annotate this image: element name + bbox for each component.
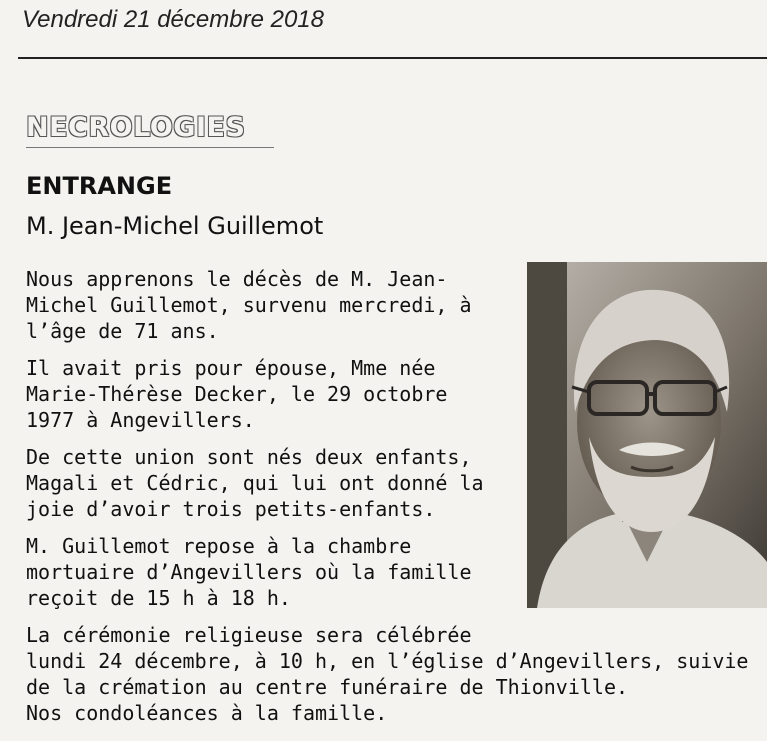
body-line: Nous apprenons le décès de M. Jean- [26, 267, 448, 291]
body-line: La cérémonie religieuse sera célébrée [26, 623, 472, 647]
body-line: reçoit de 15 h à 18 h. [26, 586, 291, 610]
body-line: Michel Guillemot, survenu mercredi, à [26, 293, 472, 317]
header-rule [18, 57, 767, 59]
body-line: Marie-Thérèse Decker, le 29 octobre [26, 382, 448, 406]
section-title: NECROLOGIES [26, 112, 246, 143]
body-line: joie d’avoir trois petits-enfants. [26, 497, 436, 521]
body-line: De cette union sont nés deux enfants, [26, 445, 472, 469]
article-headline: M. Jean-Michel Guillemot [26, 212, 324, 240]
body-line: lundi 24 décembre, à 10 h, en l’église d’Angevillers, suivie [26, 649, 749, 673]
body-line: M. Guillemot repose à la chambre [26, 534, 412, 558]
body-line: Nos condoléances à la famille. [26, 701, 388, 725]
body-line: Magali et Cédric, qui lui ont donné la [26, 471, 484, 495]
body-line: Il avait pris pour épouse, Mme née [26, 356, 436, 380]
body-line: de la crémation au centre funéraire de Thionville. [26, 675, 629, 699]
portrait-photo [527, 262, 767, 608]
publication-date: Vendredi 21 décembre 2018 [22, 6, 324, 33]
portrait-image [527, 262, 767, 608]
body-line: mortuaire d’Angevillers où la famille [26, 560, 472, 584]
body-line: 1977 à Angevillers. [26, 408, 255, 432]
body-line: l’âge de 71 ans. [26, 319, 219, 343]
article-town: ENTRANGE [26, 172, 173, 200]
section-underline [26, 147, 274, 148]
